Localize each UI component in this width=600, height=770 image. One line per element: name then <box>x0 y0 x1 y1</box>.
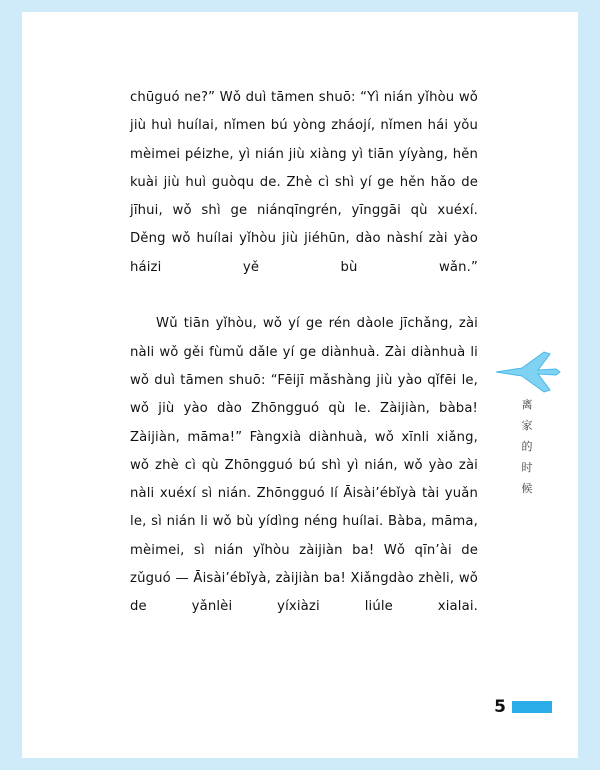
page-number: 5 <box>494 697 506 717</box>
margin-caption <box>514 394 540 499</box>
paragraph: Wǔ tiān yǐhòu, wǒ yí ge rén dàole jīchǎng, zài nàli wǒ gěi fùmǔ dǎle yí ge diànhuà. Zài diànhuà li wǒ duì tāmen shuō: “Fēijī mǎshàng jiù yào qǐfēi le, wǒ jiù yào dào Zhōngguó qù le. Zàijiàn, bàba! Zàijiàn, māma!” Fàngxià diànhuà, wǒ xīnli xiǎng, wǒ zhè cì qù Zhōngguó bú shì yì nián, wǒ yào zài nàli xuéxí sì nián. Zhōngguó lí Āisài’ébǐyà tài yuǎn le, sì nián li wǒ bù yídìng néng huílai. Bàba, māma, mèimei, sì nián yǐhòu zàijiàn ba! Wǒ qīn’ài de zǔguó — Āisài’ébǐyà, zàijiàn ba! Xiǎngdào zhèli, wǒ de yǎnlèi yíxiàzi liúle xialai. <box>130 316 478 615</box>
caption-char: 家 <box>521 419 533 432</box>
body-text-column <box>130 84 478 650</box>
page-content-area <box>22 12 578 758</box>
page-footer <box>494 698 552 716</box>
page-accent-bar <box>512 701 552 713</box>
caption-char: 的 <box>521 440 533 453</box>
caption-char: 离 <box>521 398 533 411</box>
paragraph: chūguó ne?” Wǒ duì tāmen shuō: “Yì nián yǐhòu wǒ jiù huì huílai, nǐmen bú yòng zháojí, nǐmen hái yǒu mèimei péizhe, yì nián jiù xiàng yì tiān yíyàng, hěn kuài jiù huì guòqu de. Zhè cì shì yí ge hěn hǎo de jīhui, wǒ shì ge niánqīngrén, yīnggāi qù xuéxí. Děng wǒ huílai yǐhòu jiù jiéhūn, dào nàshí zài yào háizi yě bù wǎn.” <box>130 90 478 275</box>
caption-char: 时 <box>521 461 533 474</box>
page-sheet <box>22 12 578 758</box>
caption-char: 候 <box>521 482 533 495</box>
